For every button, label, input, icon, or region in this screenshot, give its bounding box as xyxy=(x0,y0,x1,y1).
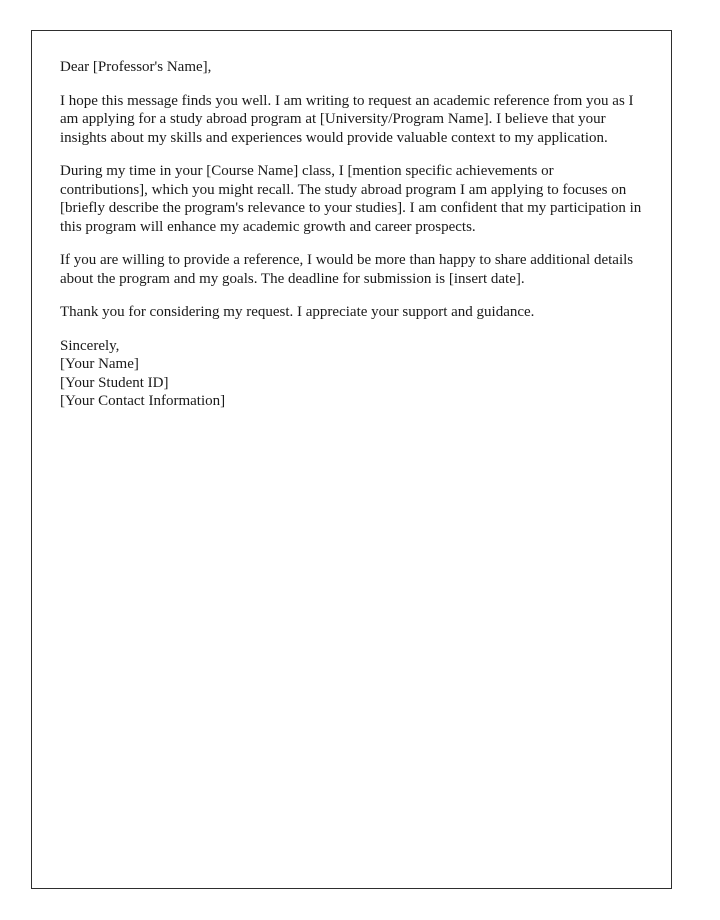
paragraph-intro: I hope this message finds you well. I am writing to request an academic reference from you as I am applying for a study abroad program at [University/Program Name]. I believe that your insights about my skills and experiences would provide valuable context to my application. xyxy=(60,92,634,146)
signature-name: [Your Name] xyxy=(60,356,139,372)
closing: Sincerely, xyxy=(60,337,120,354)
salutation: Dear [Professor's Name], xyxy=(60,59,212,75)
signature-student-id: [Your Student ID] xyxy=(60,374,169,391)
paragraph-thanks: Thank you for considering my request. I appreciate your support and guidance. xyxy=(60,304,535,320)
paragraph-body: During my time in your [Course Name] class, I [mention specific achievements or contributions], which you might recall. The study abroad program I am applying to focuses on [briefly describe the program's relevance to your studies]. I am confident that my participation in this program will enhance my academic growth and career prospects. xyxy=(60,163,642,235)
signature-block xyxy=(60,337,643,411)
signature-contact-info: [Your Contact Information] xyxy=(60,393,226,409)
letter-document xyxy=(31,30,672,889)
paragraph-details: If you are willing to provide a reference, I would be more than happy to share additional details about the program and my goals. The deadline for submission is [insert date]. xyxy=(60,252,634,287)
